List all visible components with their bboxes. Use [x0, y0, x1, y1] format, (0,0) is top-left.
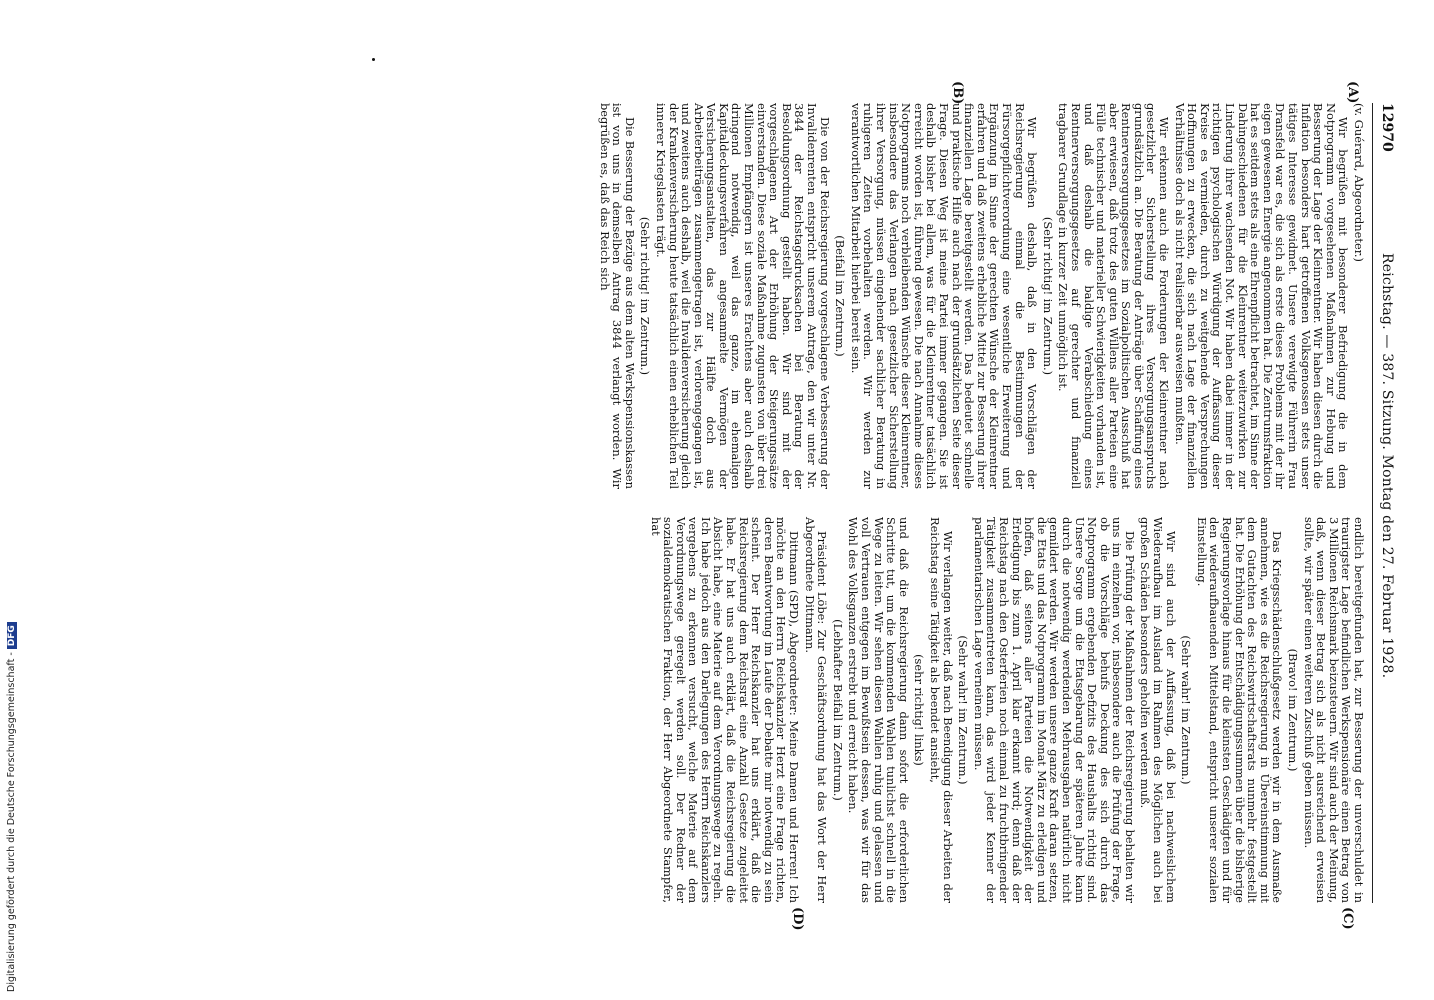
paragraph-dittmann: Dittmann (SPD), Abgeordneter: Meine Damen und Herren! Ich möchte an den Herrn Reichskanzler Herzt eine Frage richten, deren Beantwortung im Laufe der Debatte mir notwendig zu sein scheint. Der Herr Reichskanzler hat uns erklärt, daß die Reichsregierung dem Reichsrat eine Anzahl Gesetze zugeleitet habe. Er hat uns auch erklärt, daß die Reichsregierung die Absicht habe, eine Materie auf dem Verordnungswege zu regeln. Ich habe jedoch aus den Darlegungen des Herrn Reichskanzlers vergebens zu erkennen versucht, welche Materie auf dem Verordnungswege geregelt werden soll. Der Redner der sozialdemokratischen Fraktion, der Herr Abgeordnete Stampfer, hat — [648, 517, 802, 903]
paragraph: Die Prüfung der Maßnahmen der Reichsregierung behalten wir uns im einzelnen vor, insbesondere auch die Prüfung der Frage, ob die Vorschläge behufs Deckung des sich durch das Notprogramm ergebenden Defizits des Haushalts richtig sind. Unsere Sorge um die Etatsgebarung der späteren Jahre kann durch die notwendig werdenden Mehrausgaben natürlich nicht gemildert werden. Wir werden unsere ganze Kraft daran setzen, die Etats und das Notprogramm im Monat März zu erledigen und hoffen, daß seitens aller Parteien die Notwendigkeit der Erledigung bis zum 1. April klar erkannt wird; denn daß der Reichstag nach den Osterferien noch einmal zu fruchtbringender Tätigkeit zusammentreten kann, das wird jeder Kenner der parlamentarischen Lage verneinen müssen. — [971, 517, 1137, 903]
margin-label-d: (D) — [790, 907, 805, 931]
paragraph: Wir erkennen auch die Forderungen der Kleinrentner nach gesetzlicher Sicherstellung ihres Versorgungsanspruchs grundsätzlich an. Die Beratung der Anträge über Schaffung eines Rentnerversorgungsgesetzes im Sozialpolitischen Ausschuß hat aber erwiesen, daß trotz des guten Willens aller Parteien eine Fülle technischer und materieller Schwierigkeiten vorhanden ist, und daß deshalb die baldige Verabschiedung eines Rentnerversorgungsgesetzes auf gerechter und finanziell tragbarer Grundlage in kurzer Zeit unmöglich ist. — [1056, 103, 1172, 489]
applause-note: (Sehr richtig! im Zentrum.) — [638, 216, 653, 376]
paragraph: endlich bereitgefunden hat, zur Besserung der unverschuldet in traurigster Lage befindlichen Werkspensionäre einen Betrag von 3 Millionen Reichsmark beizusteuern. Wir sind auch der Meinung, daß, wenn dieser Betrag sich als nicht ausreichend erweisen sollte, wir später einen weiteren Zuschuß geben müssen. — [1301, 517, 1366, 903]
applause-note: (sehr richtig! links) — [912, 654, 927, 766]
digitization-footer — [6, 622, 17, 992]
document-page — [135, 81, 1395, 931]
page-header — [1372, 103, 1395, 903]
paragraph: Die Besserung der Bezüge aus dem alten Werkspensionskassen ist von uns in demselben Antrag 3844 verlangt worden. Wir begrüßen es, daß das Reich sich — [597, 103, 637, 489]
page-number: 12970 — [1379, 103, 1395, 152]
margin-label-a: (A) — [1345, 81, 1360, 104]
applause-note: (Bravo! im Zentrum.) — [1286, 648, 1301, 772]
paragraph: und daß die Reichsregierung dann sofort die erforderlichen Schritte tut, um die kommenden Wahlen tunlichst schnell in die Wege zu leiten. Wir sehen diesen Wahlen ruhig und gelassen und voll Vertrauen entgegen im Bewußtsein dessen, was wir für das Wohl des Volksganzen erstrebt und erreicht haben. — [846, 517, 911, 903]
applause-note: (Sehr wahr! im Zentrum.) — [1179, 635, 1194, 785]
paragraph: Das Kriegsschädenschlußgesetz werden wir in dem Ausmaße annehmen, wie es die Reichsregierung in Übereinstimmung mit dem Gutachten des Reichswirtschaftsrats nunmehr festgestellt hat. Die Erhöhung der Entschädigungssummen über die bisherige Regierungsvorlage hinaus für die kleinsten Geschädigten und für den wiederaufbauenden Mittelstand, entspricht unserer sozialen Einstellung. — [1194, 517, 1285, 903]
paragraph: Wir verlangen weiter, daß nach Beendigung dieser Arbeiten der Reichstag seine Tätigkeit als beendet ansieht, — [928, 517, 955, 903]
digitization-note: Digitalisierung gefördert durch die Deutsche Forschungsgemeinschaft - — [6, 652, 17, 992]
margin-label-c: (C) — [1340, 907, 1355, 930]
dfg-logo: DFG — [7, 622, 17, 649]
speaker-intro: (v. Guérard, Abgeordneter.) — [1352, 103, 1366, 262]
applause-note: (Sehr wahr! im Zentrum.) — [956, 635, 971, 785]
applause-note: (Lebhafter Beifall im Zentrum.) — [830, 619, 845, 801]
margin-label-b: (B) — [950, 81, 965, 105]
ink-speck — [372, 58, 375, 61]
running-head: Reichstag. — 387. Sitzung. Montag den 27. Februar 1928. — [1379, 253, 1395, 679]
left-column — [595, 103, 1365, 489]
paragraph-president: Präsident Löbe: Zur Geschäftsordnung hat das Wort der Herr Abgeordnete Dittmann. — [802, 517, 830, 903]
paragraph: Wir sind auch der Auffassung, daß bei nachweislichem Wiederaufbau im Ausland im Rahmen des Möglichen auch bei großen Schäden besonders geholfen werden muß. — [1138, 517, 1178, 903]
paragraph: Wir begrüßen mit besonderer Befriedigung die in dem Notprogramm vorgesehenen Maßnahmen zur Hebung und Besserung der Lage der Kleinrentner. Wir haben diesen durch die Inflation besonders hart getroffenen Volksgenossen stets unser tätiges Interesse gewidmet. Unsere verewigte Führerin Frau Dransfeld war es, die sich als erste dieses Problems mit der ihr eigen gewesenen Energie angenommen hat. Die Zentrumsfraktion hat es seitdem stets als eine Ehrenpflicht betrachtet, im Sinne der Dahingeschiedenen für die Kleinrentner weiterzuwirken zur Linderung ihrer wachsenden Not. Wir haben dabei immer in der richtigen psychologischen Würdigung der Auffassung dieser Kreise es vermieden, durch zu weitgehende Versprechungen Hoffnungen zu erwecken, die sich nach Lage der finanziellen Verhältnisse doch als nicht realisierbar ausweisen mußten. — [1172, 103, 1351, 489]
paragraph: Wir begrüßen deshalb, daß in den Vorschlägen der Reichsregierung einmal die Bestimmungen der Fürsorgepflichtverordnung eine wesentliche Erweiterung und Ergänzung im Sinne der gerechten Wünsche der Kleinrentner erfahren und daß zweitens erhebliche Mittel zur Besserung ihrer finanziellen Lage bereitgestellt werden. Das bedeutet schnelle und praktische Hilfe auch nach der grundsätzlichen Seite dieser Frage. Diesen Weg ist meine Partei immer gegangen. Sie ist deshalb bisher bei allem, was für die Kleinrentner tatsächlich erreicht worden ist, führend gewesen. Die nach Annahme dieses Notprogramms noch verbleibenden Wünsche dieser Kleinrentner, insbesondere das Verlangen nach gesetzlicher Sicherstellung ihrer Versorgung, müssen eingehender sachlicher Beratung in ruhigeren Zeiten vorbehalten werden. Wir werden zur verantwortlichen Mitarbeit hierbei bereit sein. — [848, 103, 1040, 489]
applause-note: (Beifall im Zentrum.) — [833, 235, 848, 357]
right-column — [646, 517, 1365, 903]
paragraph: Die von der Reichsregierung vorgeschlagene Verbesserung der Invalidenrenten entspricht unserem Antrage, den wir unter Nr. 3844 der Reichstagsdrucksachen bei Beratung der Besoldungsordnung gestellt haben. Wir sind mit der vorgeschlagenen Art der Erhöhung der Steigerungssätze einverstanden. Diese soziale Maßnahme zugunsten von über drei Millionen Empfängern ist unseres Erachtens aber auch deshalb dringend notwendig, weil das ganze, im ehemaligen Kapitaldeckungsverfahren angesammelte Vermögen der Versicherungsanstalten, das zur Hälfte doch aus Arbeiterbeiträgen zusammengetragen ist, verlorengegangen ist, und zweitens auch deshalb, weil die Invalidenversicherung gleich der Krankenversicherung heute tatsächlich einen erheblichen Teil innerer Kriegslasten trägt. — [653, 103, 832, 489]
applause-note: (Sehr richtig! im Zentrum.) — [1040, 216, 1055, 376]
